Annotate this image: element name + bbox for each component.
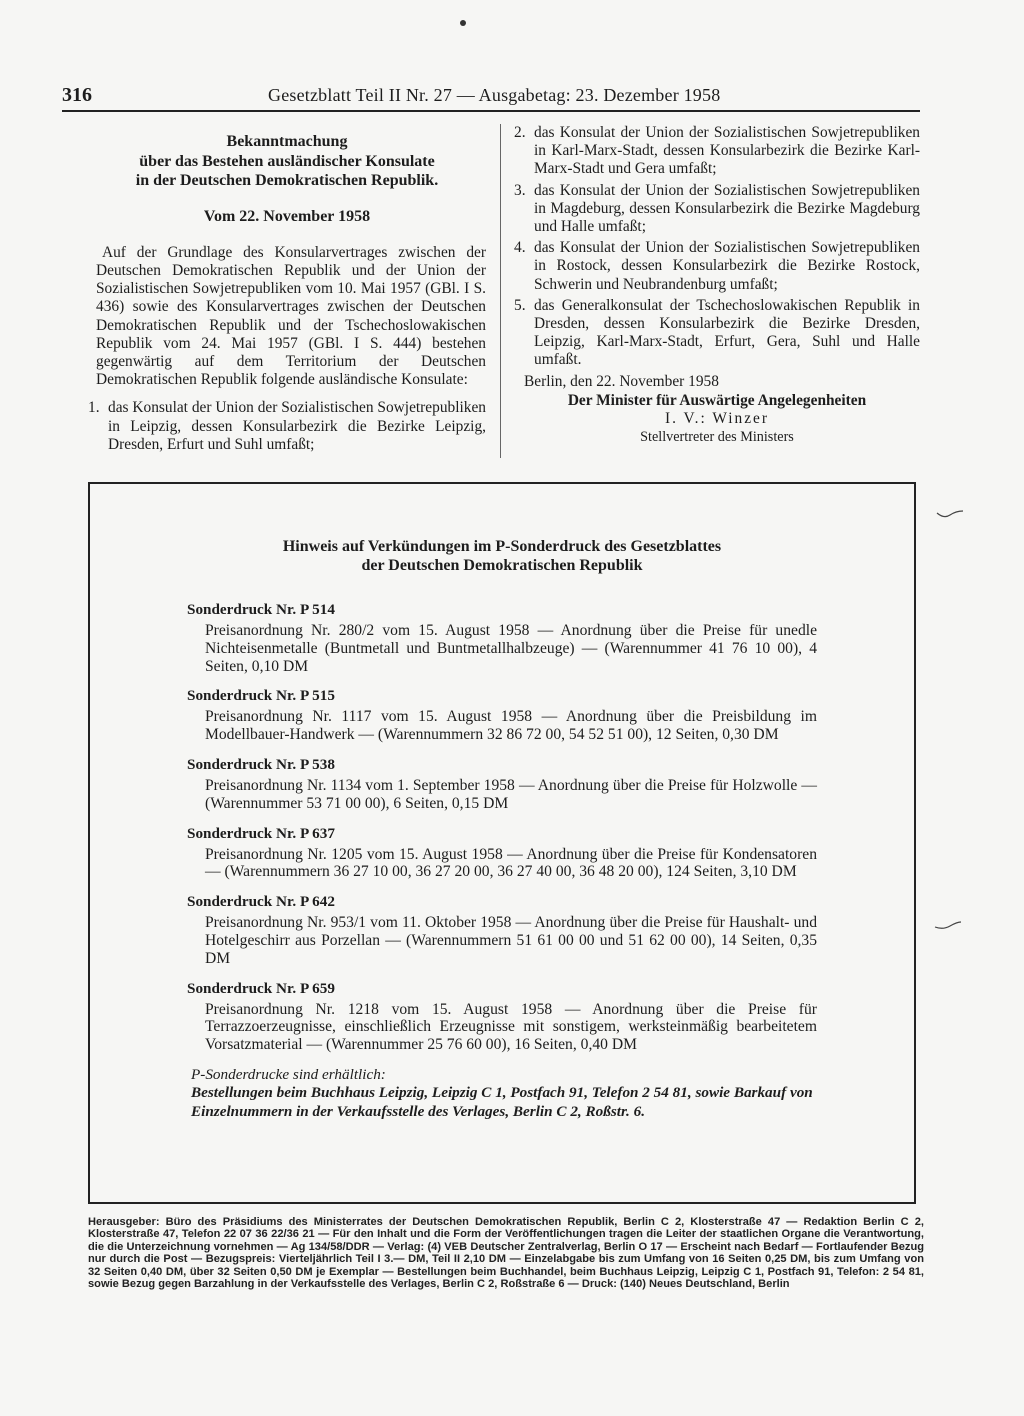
notice-box — [88, 482, 916, 1204]
notice-entry — [187, 892, 817, 967]
announcement-title-line: Bekanntmachung — [226, 133, 348, 150]
signature-title: Der Minister für Auswärtige Angelegenheiten — [567, 391, 867, 409]
imprint-footer: Herausgeber: Büro des Präsidiums des Ministerrates der Deutschen Demokratischen Republik, Berlin C 2, Klosterstraße 47 — Redaktion Berlin C 2, Klosterstraße 47, Telefon 22 07 36 22/36 21 — Für den Inhalt und die Form der Veröffentlichungen tragen die Leiter der staatlichen Organe die Verantwortung, die die Unterzeichnung vornehmen — Ag 134/58/DDR — Verlag: (4) VEB Deutscher Zentralverlag, Berlin O 17 — Erscheint nach Bedarf — Fortlaufender Bezug nur durch die Post — Bezugspreis: Vierteljährlich Teil I 3.— DM, Teil II 2,10 DM — Einzelabgabe bis zum Umfang von 16 Seiten 0,25 DM, bis zum Umfang von 32 Seiten 0,40 DM, über 32 Seiten 0,50 DM je Exemplar — Bestellungen beim Buchhandel, beim Buchhaus Leipzig, Leipzig C 1, Postfach 91, Telefon: 2 54 81, sowie Bezug gegen Barzahlung in der Verkaufsstelle des Verlages, Berlin C 2, Roßstraße 6 — Druck: (140) Neues Deutschland, Berlin — [88, 1216, 924, 1291]
list-text: das Konsulat der Union der Sozialistischen Sowjetrepubliken in Magdeburg, dessen Konsularbezirk die Bezirke Magdeburg und Halle umfaßt; — [534, 181, 920, 236]
announcement-title-line: in der Deutschen Demokratischen Republik. — [135, 172, 439, 189]
announcement-title-line: über das Bestehen ausländischer Konsulate — [139, 152, 435, 170]
margin-mark — [934, 918, 962, 932]
entry-heading: Sonderdruck Nr. P 642 — [187, 893, 335, 911]
notice-entry — [187, 824, 817, 882]
consulate-list-item — [514, 182, 920, 237]
signature-role: Stellvertreter des Ministers — [640, 429, 794, 446]
consulate-list-item — [514, 124, 920, 179]
entry-text: Preisanordnung Nr. 1205 vom 15. August 1958 — Anordnung über die Preise für Kondensatoren — (Warennummern 36 27 10 00, 36 27 20 00, 36 27 40 00, 36 48 20 00), 124 Seiten, 3,10 DM — [205, 845, 817, 881]
list-number: 5. — [514, 296, 526, 314]
availability-note — [187, 1066, 817, 1122]
notice-title — [90, 537, 914, 575]
entry-text: Preisanordnung Nr. 1117 vom 15. August 1958 — Anordnung über die Preisbildung im Modellbauer-Handwerk — (Warennummern 32 86 72 00, 54 52 51 00), 12 Seiten, 0,30 DM — [205, 708, 817, 744]
notice-entry — [187, 686, 817, 744]
announcement-date: Vom 22. November 1958 — [203, 207, 371, 225]
right-column — [514, 124, 920, 446]
availability-label: P-Sonderdrucke sind erhältlich: — [191, 1065, 386, 1083]
list-text: das Konsulat der Union der Sozialistischen Sowjetrepubliken in Karl-Marx-Stadt, dessen Konsularbezirk die Bezirke Karl-Marx-Stadt und Gera umfaßt; — [534, 124, 920, 178]
notice-entries — [187, 600, 817, 1121]
entry-text: Preisanordnung Nr. 1134 vom 1. September 1958 — Anordnung über die Preise für Holzwolle — (Warennummer 53 71 00 00), 6 Seiten, 0,15 DM — [205, 776, 817, 812]
entry-text: Preisanordnung Nr. 280/2 vom 15. August 1958 — Anordnung über die Preise für unedle Nichteisenmetalle (Buntmetall und Buntmetallhalbzeuge) — (Warennummer 41 76 10 00), 4 Seiten, 0,10 DM — [205, 622, 817, 675]
list-number: 1. — [88, 399, 100, 417]
list-text: das Generalkonsulat der Tschechoslowakischen Republik in Dresden, dessen Konsularbezirk die Bezirke Dresden, Leipzig, Karl-Marx-Stadt, Erfurt, Gera, Suhl und Halle umfaßt. — [534, 296, 920, 369]
signature-block — [514, 373, 920, 447]
margin-mark — [936, 506, 964, 520]
entry-text: Preisanordnung Nr. 953/1 vom 11. Oktober 1958 — Anordnung über die Preise für Haushalt- und Hotelgeschirr aus Porzellan — (Warennummern 51 61 00 00 und 51 62 00 00), 14 Seiten, 0,35 DM — [205, 914, 817, 967]
consulate-list-item — [514, 239, 920, 294]
print-dot-mark — [460, 20, 466, 26]
page-header — [62, 84, 920, 112]
notice-entry — [187, 600, 817, 675]
notice-entry — [187, 979, 817, 1054]
signature-city-date: Berlin, den 22. November 1958 — [524, 372, 719, 390]
consulate-list-item — [88, 399, 486, 454]
running-head: Gesetzblatt Teil II Nr. 27 — Ausgabetag: 23. Dezember 1958 — [268, 85, 721, 105]
entry-heading: Sonderdruck Nr. P 659 — [187, 979, 335, 997]
entry-text: Preisanordnung Nr. 1218 vom 15. August 1958 — Anordnung über die Preise für Terrazzoerzeugnisse, einschließlich Erzeugnisse mit sonstigem, werksteinmäßig bearbeitetem Vorsatzmaterial — (Warennummer 25 76 60 00), 16 Seiten, 0,40 DM — [205, 1000, 817, 1054]
announcement-title — [88, 132, 486, 191]
list-number: 4. — [514, 239, 526, 257]
availability-text: Bestellungen beim Buchhaus Leipzig, Leipzig C 1, Postfach 91, Telefon 2 54 81, sowie Barkauf von Einzelnummern in der Verkaufsstelle des Verlages, Berlin C 2, Roßstr. 6. — [191, 1084, 813, 1120]
notice-title-line: Hinweis auf Verkündungen im P-Sonderdruck des Gesetzblattes — [282, 538, 722, 555]
list-text: das Konsulat der Union der Sozialistischen Sowjetrepubliken in Leipzig, dessen Konsularbezirk die Bezirke Leipzig, Dresden, Erfurt und Suhl umfaßt; — [108, 399, 486, 453]
list-number: 3. — [514, 181, 526, 199]
notice-title-line: der Deutschen Demokratischen Republik — [361, 557, 643, 574]
list-text: das Konsulat der Union der Sozialistischen Sowjetrepubliken in Rostock, dessen Konsularbezirk die Bezirke Rostock, Schwerin und Neubrandenburg umfaßt; — [534, 239, 920, 293]
column-divider — [500, 124, 501, 458]
signature-name: I. V.: Winzer — [664, 410, 770, 428]
entry-heading: Sonderdruck Nr. P 538 — [187, 755, 335, 773]
left-column — [88, 132, 486, 457]
notice-entry — [187, 755, 817, 813]
consulate-list-item — [514, 297, 920, 370]
entry-heading: Sonderdruck Nr. P 514 — [187, 601, 335, 618]
page-number: 316 — [62, 84, 92, 106]
announcement-intro: Auf der Grundlage des Konsularvertrages zwischen der Deutschen Demokratischen Republik und der Union der Sozialistischen Sowjetrepubliken vom 10. Mai 1957 (GBl. I S. 436) sowie des Konsularvertrages zwischen der Deutschen Demokratischen Republik und der Tschechoslowakischen Republik vom 24. Mai 1957 (GBl. I S. 444) bestehen gegenwärtig auf dem Territorium der Deutschen Demokratischen Republik folgende ausländische Konsulate: — [96, 243, 486, 389]
entry-heading: Sonderdruck Nr. P 515 — [187, 687, 335, 705]
entry-heading: Sonderdruck Nr. P 637 — [187, 824, 335, 842]
list-number: 2. — [514, 124, 526, 141]
